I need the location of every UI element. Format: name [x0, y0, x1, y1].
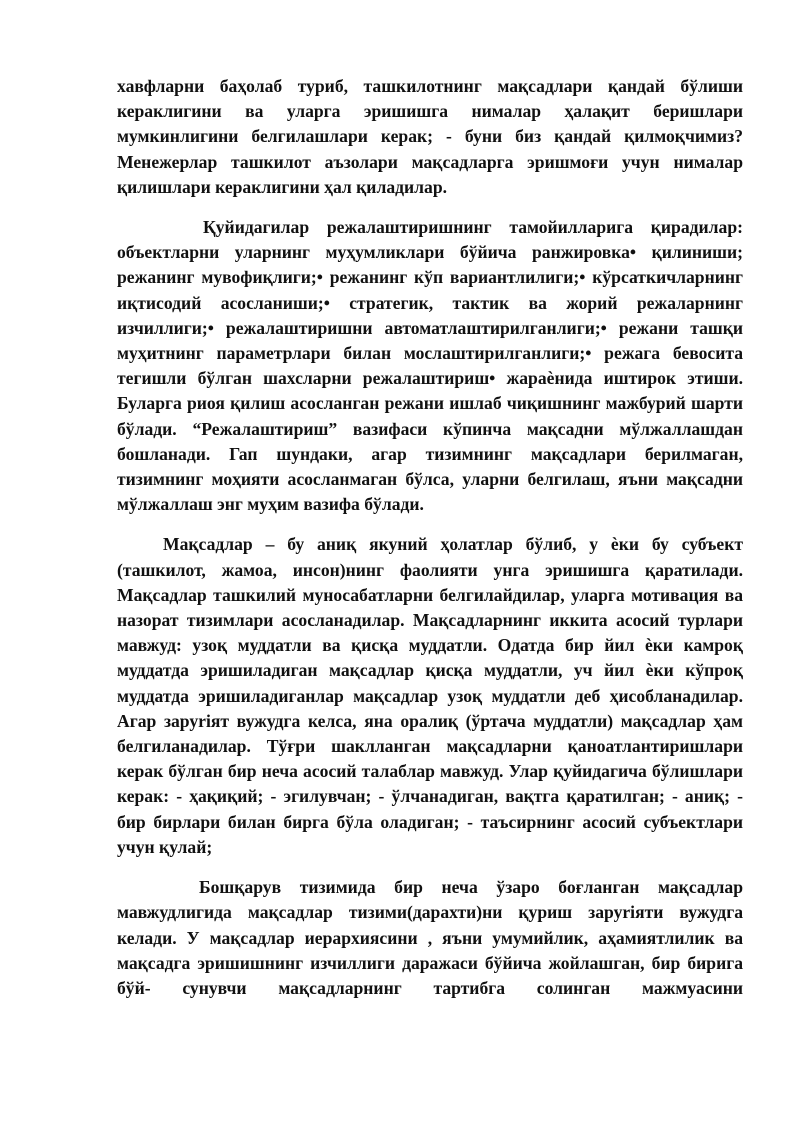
- document-page: [117, 74, 743, 1016]
- paragraph-2: Қуйидагилар режалаштиришнинг тамойилларига қирадилар: объектларни уларнинг муҳумликлари бўйича ранжировка• қилиниши; режанинг мувофиқлиги;• режанинг кўп вариантлилиги;• кўрсаткичларнинг иқтисодий асосланиши;• стратегик, тактик ва жорий режаларнинг изчиллиги;• режалаштиришни автоматлаштирилганлиги;• режани ташқи муҳитнинг параметрлари билан мослаштирилганлиги;• режага бевосита тегишли бўлган шахсларни режалаштириш• жараѐнида иштирок этиши. Буларга риоя қилиш асосланган режани ишлаб чиқишнинг мажбурий шарти бўлади. “Режалаштириш” вазифаси кўпинча мақсадни мўлжаллашдан бошланади. Гап шундаки, агар тизимнинг мақсадлари берилмаган, тизимнинг моҳияти асосланмаган бўлса, уларни белгилаш, яъни мақсадни мўлжаллаш энг муҳим вазифа бўлади.: [117, 217, 743, 515]
- paragraph-4: Бошқарув тизимида бир неча ўзаро боғланган мақсадлар мавжудлигида мақсадлар тизими(дарахти)ни қуриш заруriяти вужудга келади. У мақсадлар иерархиясини , яъни умумийлик, аҳамиятлилик ва мақсадга эришишнинг изчиллиги даражаси бўйича жойлашган, бир бирига бўй- сунувчи мақсадларнинг тартибга солинган мажмуасини: [117, 877, 743, 998]
- paragraph-3: Мақсадлар – бу аниқ якуний ҳолатлар бўлиб, у ѐки бу субъект (ташкилот, жамоа, инсон)нинг фаолияти унга эришишга қаратилади. Мақсадлар ташкилий муносабатларни белгилайдилар, уларга мотивация ва назорат тизимлари асосланадилар. Мақсадларнинг иккита асосий турлари мавжуд: узоқ муддатли ва қисқа муддатли. Одатда бир йил ѐки камроқ муддатда эришиладиган мақсадлар қисқа муддатли, уч йил ѐки кўпроқ муддатда эришиладиганлар мақсадлар узоқ муддатли деб ҳисобланадилар. Агар заруriят вужудга келса, яна оралиқ (ўртача муддатли) мақсадлар ҳам белгиланадилар. Тўғри шаклланган мақсадларни қаноатлантиришлари керак бўлган бир неча асосий талаблар мавжуд. Улар қуйидагича бўлишлари керак: - ҳақиқий; - эгилувчан; - ўлчанадиган, вақтга қаратилган; - аниқ; - бир бирлари билан бирга бўла оладиган; - таъсирнинг асосий субъектлари учун қулай;: [117, 534, 743, 857]
- paragraph-1: хавфларни баҳолаб туриб, ташкилотнинг мақсадлари қандай бўлиши кераклигини ва уларга эришишга нималар ҳалақит беришлари мумкинлигини белгилашлари керак; - буни биз қандай қилмоқчимиз? Менежерлар ташкилот аъзолари мақсадларга эришмоғи учун нималар қилишлари кераклигини ҳал қиладилар.: [117, 76, 743, 197]
